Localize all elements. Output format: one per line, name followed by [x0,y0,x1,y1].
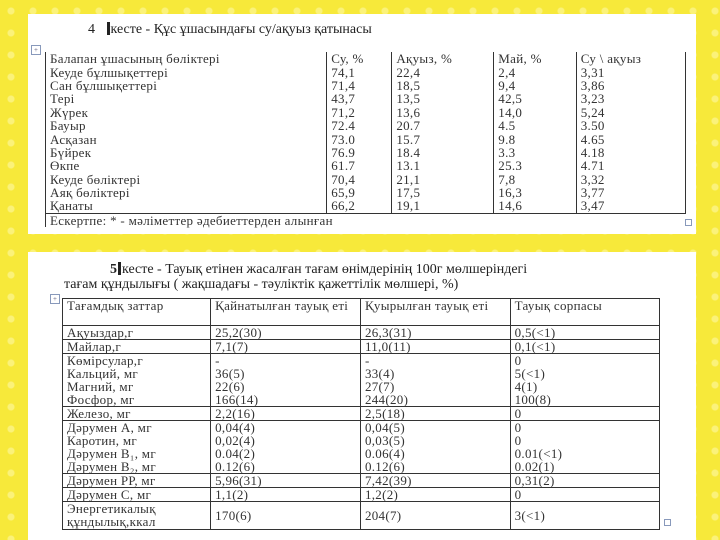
table-cell: 3,77 [576,186,685,199]
table-cell: 2,2(16) [211,407,361,421]
table-cell: 33(4) [360,367,510,380]
table-row [46,106,686,119]
table-cell: 14,6 [494,199,576,213]
table-cell: Бүйрек [46,146,327,159]
table-footnote: Ескертпе: * - мәліметтер әдебиеттерден алынған [46,213,686,227]
table4-panel [28,14,696,234]
table-header-row [46,52,686,65]
table-cell: Железо, мг [63,407,211,421]
table-cell: Кеуде бұлшықеттері [46,65,327,78]
table-cell: 0,04(5) [360,421,510,435]
table4 [45,52,686,227]
table-cell: 1,1(2) [211,488,361,502]
table-resize-handle-icon[interactable] [685,219,692,226]
table-cell: 0.12(6) [360,460,510,474]
table-cell: 0 [510,421,659,435]
table-cell: 19,1 [392,199,494,213]
table5-caption-line1: кесте - Тауық етінен жасалған тағам өнімдерінің 100г мөлшеріндегі [122,262,528,277]
table5-number: 5 [110,262,117,277]
table-cell: Кальций, мг [63,367,211,380]
table4-caption [88,22,372,38]
table-row [46,119,686,132]
table-cell: Тері [46,92,327,105]
table-cell: 0.04(2) [211,447,361,460]
table-row [63,502,660,530]
table-cell: 204(7) [360,502,510,530]
table-cell: 65,9 [327,186,392,199]
table-cell: 100(8) [510,393,659,407]
table5-caption-line2: тағам құндылығы ( жақшадағы - тәуліктік қажеттілік мөлшері, %) [64,277,459,292]
table-row [63,488,660,502]
table-row [46,146,686,159]
table-row [46,173,686,186]
table-row [63,380,660,393]
table-cell: 0.12(6) [211,460,361,474]
table-cell: Асқазан [46,132,327,145]
table-cell: 0 [510,434,659,447]
table-cell: 13,6 [392,106,494,119]
header-cell: Қайнатылған тауық еті [211,299,361,326]
table-cell: 74,1 [327,65,392,78]
table-cell: Энергетикалық құндылық,ккал [63,502,211,530]
table-cell: 0.02(1) [510,460,659,474]
table-cell: 27(7) [360,380,510,393]
table-row [46,79,686,92]
table-cell: 9.8 [494,132,576,145]
table-cell: 25.3 [494,159,576,172]
table-header-row [63,299,660,326]
table-move-handle-icon[interactable]: + [50,294,60,304]
table-cell: Өкпе [46,159,327,172]
table-cell: 20.7 [392,119,494,132]
table-cell: 4(1) [510,380,659,393]
table-cell: 2,5(18) [360,407,510,421]
table-cell: 4.65 [576,132,685,145]
table-cell: Жүрек [46,106,327,119]
table-cell: 3,23 [576,92,685,105]
table5-caption [110,262,527,278]
table-row [63,474,660,488]
table-row [63,460,660,474]
table-cell: 13.1 [392,159,494,172]
table-cell: 4.18 [576,146,685,159]
header-cell: Балапан ұшасының бөліктері [46,52,327,65]
table-row [46,199,686,213]
table-cell: Бауыр [46,119,327,132]
table-cell: 7,8 [494,173,576,186]
table-row [46,92,686,105]
table-cell: 4.71 [576,159,685,172]
table-cell: 3.3 [494,146,576,159]
table-cell: 0 [510,488,659,502]
table5 [62,298,660,530]
table-cell: 18.4 [392,146,494,159]
table-cell: Дәрумен А, мг [63,421,211,435]
table-cell: Ақуыздар,г [63,326,211,340]
table-cell: 71,4 [327,79,392,92]
table-row [46,186,686,199]
table-cell: 76.9 [327,146,392,159]
table-cell: 4.5 [494,119,576,132]
table-row [63,393,660,407]
table-cell: 43,7 [327,92,392,105]
table-cell: Қанаты [46,199,327,213]
table-cell: 0,03(5) [360,434,510,447]
table-cell: Дәрумен В₁, мг [63,447,211,460]
table-cell: - [211,354,361,368]
table-cell: 9,4 [494,79,576,92]
table-cell: 5,96(31) [211,474,361,488]
table-cell: Магний, мг [63,380,211,393]
table-cell: 0 [510,407,659,421]
table-cell: 244(20) [360,393,510,407]
header-cell: Ақуыз, % [392,52,494,65]
header-cell: Тауық сорпасы [510,299,659,326]
table-cell: 18,5 [392,79,494,92]
table-cell: 17,5 [392,186,494,199]
table-cell: 2,4 [494,65,576,78]
text-cursor [118,262,121,275]
text-cursor [107,22,110,35]
table-cell: Дәрумен В₂, мг [63,460,211,474]
table-footnote-row [46,213,686,227]
table-cell: 61.7 [327,159,392,172]
table-row [63,367,660,380]
table-cell: 3,31 [576,65,685,78]
table-cell: 66,2 [327,199,392,213]
table5-panel [28,252,696,540]
table-cell: 0,04(4) [211,421,361,435]
table-cell: Дәрумен С, мг [63,488,211,502]
table-row [63,354,660,368]
table-move-handle-icon[interactable]: + [31,45,41,55]
table4-caption-text: кесте - Құс ұшасындағы су/ақуыз қатынасы [110,22,372,37]
table-cell: 3,86 [576,79,685,92]
table-cell: 1,2(2) [360,488,510,502]
table-cell: Кеуде бөліктері [46,173,327,186]
table-resize-handle-icon[interactable] [664,519,671,526]
table-cell: - [360,354,510,368]
table-row [63,326,660,340]
table-cell: Дәрумен РР, мг [63,474,211,488]
table4-number: 4 [88,22,95,37]
table-cell: 15.7 [392,132,494,145]
table-cell: 7,42(39) [360,474,510,488]
table-cell: 25,2(30) [211,326,361,340]
table-cell: 71,2 [327,106,392,119]
table-cell: Сан бұлшықеттері [46,79,327,92]
table-cell: 0.01(<1) [510,447,659,460]
table-cell: 73.0 [327,132,392,145]
table-cell: 0,02(4) [211,434,361,447]
table-cell: 42,5 [494,92,576,105]
table-cell: 5,24 [576,106,685,119]
table-cell: 13,5 [392,92,494,105]
table-cell: 0 [510,354,659,368]
header-cell: Тағамдық заттар [63,299,211,326]
table-cell: Каротин, мг [63,434,211,447]
table-cell: 14,0 [494,106,576,119]
table-cell: Фосфор, мг [63,393,211,407]
table-cell: 7,1(7) [211,340,361,354]
table-cell: 22,4 [392,65,494,78]
table-cell: 26,3(31) [360,326,510,340]
table-row [63,407,660,421]
table-cell: 22(6) [211,380,361,393]
table-row [63,421,660,435]
table-cell: 5(<1) [510,367,659,380]
table-cell: Көмірсулар,г [63,354,211,368]
table-cell: 21,1 [392,173,494,186]
table-cell: 3,47 [576,199,685,213]
table-cell: 36(5) [211,367,361,380]
table-cell: 3,32 [576,173,685,186]
table-cell: Аяқ бөліктері [46,186,327,199]
table-cell: 170(6) [211,502,361,530]
table-cell: 3.50 [576,119,685,132]
table-cell: Майлар,г [63,340,211,354]
table-cell: 0,31(2) [510,474,659,488]
table-cell: 3(<1) [510,502,659,530]
table-cell: 166(14) [211,393,361,407]
header-cell: Су \ ақуыз [576,52,685,65]
table-cell: 16,3 [494,186,576,199]
table-cell: 0,5(<1) [510,326,659,340]
table-cell: 11,0(11) [360,340,510,354]
table-row [63,340,660,354]
table-cell: 72.4 [327,119,392,132]
table-cell: 70,4 [327,173,392,186]
table-cell: 0.06(4) [360,447,510,460]
header-cell: Су, % [327,52,392,65]
table-row [46,65,686,78]
table-cell: 0,1(<1) [510,340,659,354]
table-row [46,159,686,172]
header-cell: Май, % [494,52,576,65]
table-row [46,132,686,145]
header-cell: Қуырылған тауық еті [360,299,510,326]
